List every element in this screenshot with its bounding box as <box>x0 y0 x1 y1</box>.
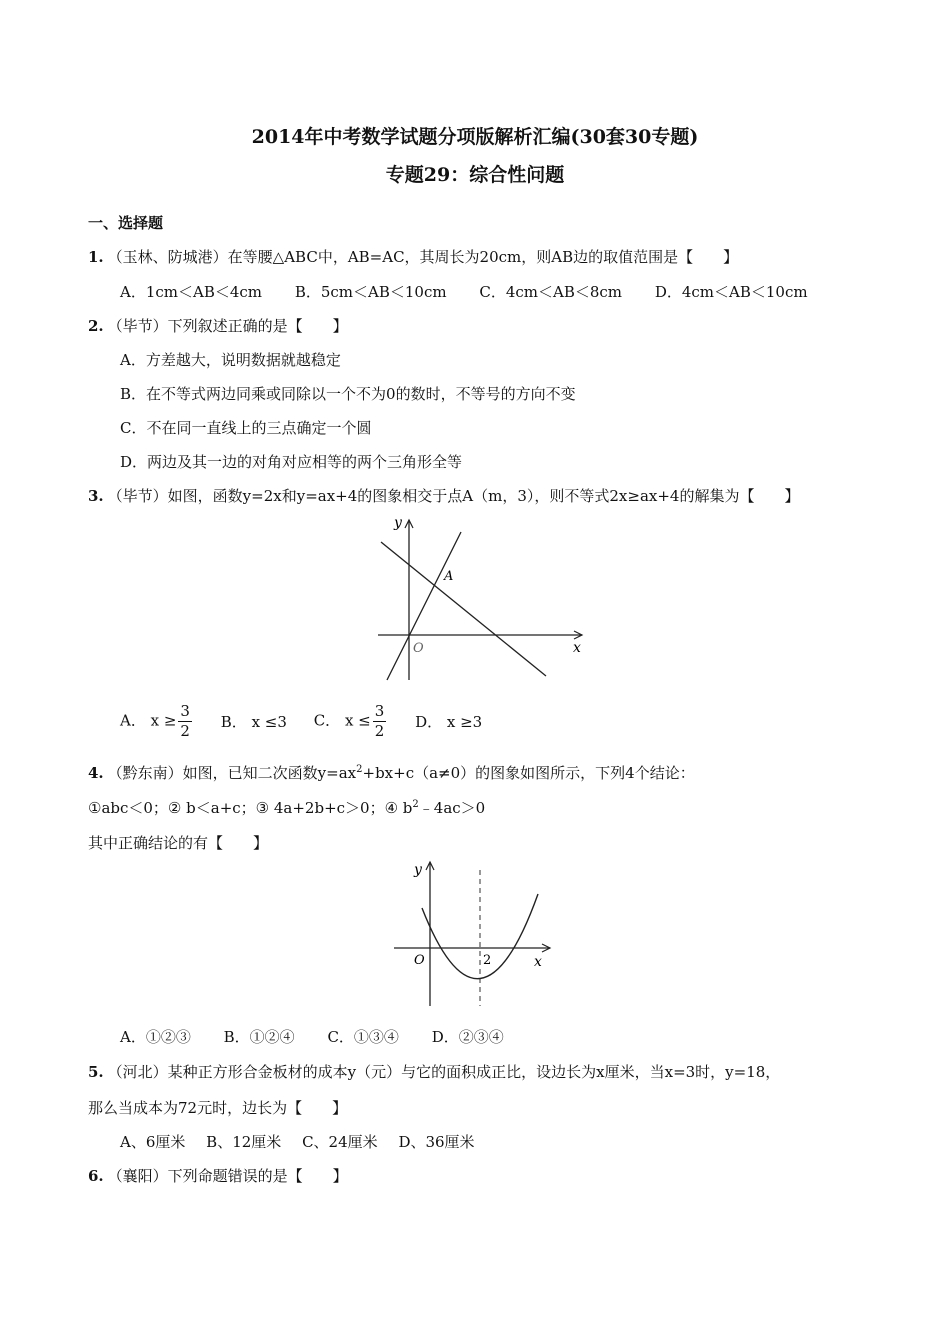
question-4: 4. （黔东南）如图，已知二次函数$y=ax^2+bx+c(a\ne 0)$的图象如图所示，下列4个结论： <box>88 764 695 782</box>
page-subtitle: 专题29：综合性问题 <box>385 164 565 186</box>
option-a: A．①②③ <box>120 1028 191 1046</box>
option-b: B．①②④ <box>223 1028 295 1046</box>
y-label: y <box>414 862 422 878</box>
option-d: D． x ≥3 <box>415 713 483 731</box>
option-d: D．②③④ <box>431 1028 504 1046</box>
option-d: D、36厘米 <box>398 1133 475 1151</box>
point-a-label: A <box>444 569 454 584</box>
question-4-prompt: 其中正确结论的有【 】 <box>88 834 269 852</box>
section-heading: 一、选择题 <box>88 214 164 232</box>
question-text: （襄阳）下列命题错误的是【 】 <box>107 1167 348 1185</box>
option-b: B．在不等式两边同乘或同除以一个不为0的数时，不等号的方向不变 <box>120 385 576 403</box>
origin-label: O <box>414 953 425 968</box>
question-3-options <box>120 704 504 739</box>
option-b: B、12厘米 <box>206 1133 282 1151</box>
question-text: （毕节）下列叙述正确的是【 】 <box>107 317 348 335</box>
question-2 <box>88 315 348 336</box>
option-c: C．4cm＜AB＜8cm <box>479 283 623 301</box>
question-number: 2. <box>88 317 104 335</box>
line-y-2x <box>387 532 461 680</box>
question-1 <box>88 246 738 267</box>
option-a: A．方差越大，说明数据就越稳定 <box>120 351 341 369</box>
question-4-conclusions: ①abc＜0；② b＜a+c；③ 4a+2b+c＞0；④ $b^2﹣4ac>0$ <box>88 799 486 817</box>
question-number: 4. <box>88 764 104 782</box>
option-c: C、24厘米 <box>302 1133 378 1151</box>
parabola-graph <box>388 856 560 1008</box>
linear-functions-graph <box>368 512 590 684</box>
y-label: y <box>394 515 402 531</box>
origin-label: O <box>413 641 424 656</box>
option-c: C．不在同一直线上的三点确定一个圆 <box>120 419 372 437</box>
x-label: x <box>534 954 542 970</box>
question-6 <box>88 1165 348 1186</box>
question-5-line-2: 那么当成本为72元时，边长为【 】 <box>88 1099 348 1117</box>
option-a: A、6厘米 <box>120 1133 186 1151</box>
option-c: C．①③④ <box>327 1028 399 1046</box>
fraction-3-2: $\frac{3}{2}$ <box>374 702 385 740</box>
tick-label-2: 2 <box>483 953 492 968</box>
option-d: D．4cm＜AB＜10cm <box>654 283 808 301</box>
option-b: B．5cm＜AB＜10cm <box>294 283 447 301</box>
question-text: （毕节）如图，函数y=2x和y=ax+4的图象相交于点A（m，3），则不等式2x≥ax+4的解集为【 】 <box>107 487 800 505</box>
option-c: C． x ≤ $\frac{3}{2}$ <box>313 702 385 740</box>
question-number: 6. <box>88 1167 104 1185</box>
option-b: B． x ≤3 <box>220 713 287 731</box>
question-text: （玉林、防城港）在等腰△ABC中，AB=AC，其周长为20cm，则AB边的取值范围是【 】 <box>107 248 739 266</box>
fraction-3-2: $\frac{3}{2}$ <box>180 702 190 740</box>
question-number: 1. <box>88 248 104 266</box>
question-number: 3. <box>88 487 104 505</box>
question-1-options <box>120 281 836 302</box>
question-4-options <box>120 1026 532 1047</box>
option-a: A． x ≥ $\frac{3}{2}$ <box>120 702 190 740</box>
page-title: 2014年中考数学试题分项版解析汇编(30套30专题) <box>251 126 699 148</box>
question-5 <box>88 1061 780 1082</box>
line-y-ax-plus-4 <box>381 542 546 676</box>
question-3 <box>88 485 799 506</box>
question-number: 5. <box>88 1063 104 1081</box>
x-label: x <box>573 640 581 656</box>
option-d: D．两边及其一边的对角对应相等的两个三角形全等 <box>120 453 463 471</box>
question-text: （河北）某种正方形合金板材的成本y（元）与它的面积成正比，设边长为x厘米，当x=3时，y=18， <box>107 1063 781 1081</box>
question-5-options <box>120 1131 491 1152</box>
option-a: A．1cm＜AB＜4cm <box>120 283 263 301</box>
